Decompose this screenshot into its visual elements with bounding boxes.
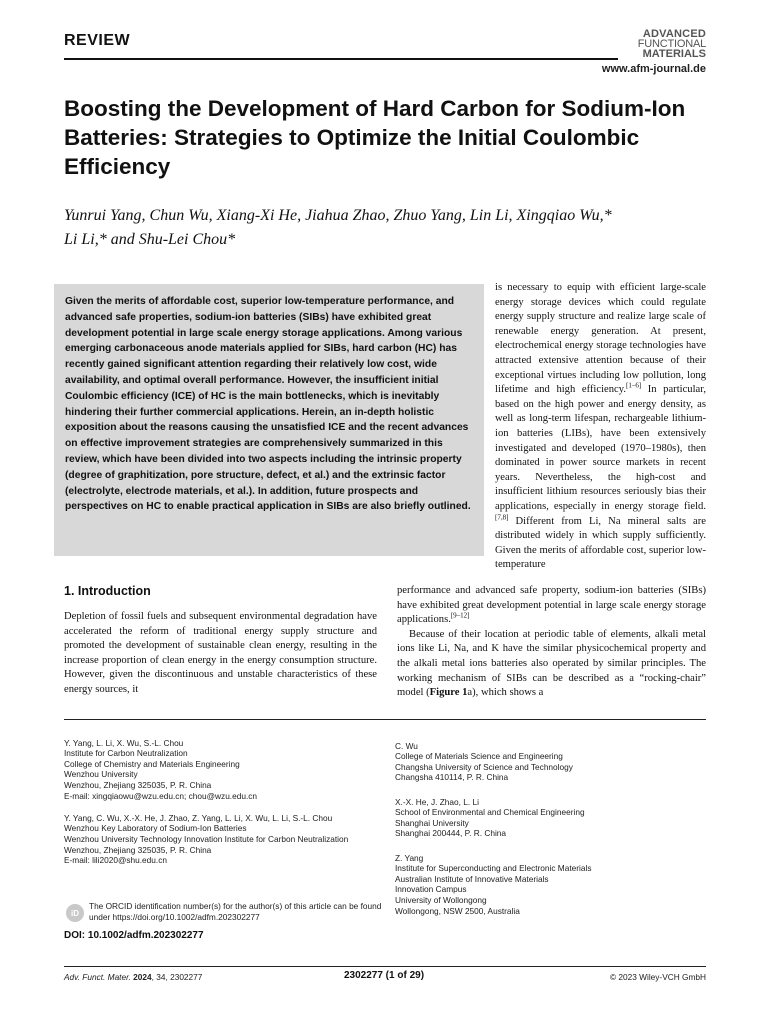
intro-text-segment: Different from Li, Na mineral salts are distributed widely in which supply sufficiently. Given the merits of affordable cost, superior low-temperature bbox=[495, 515, 706, 571]
section-label: REVIEW bbox=[64, 32, 131, 49]
abstract-box bbox=[54, 284, 484, 556]
author-line-2: Li Li,* and Shu-Lei Chou* bbox=[64, 231, 236, 248]
doi-link[interactable]: DOI: 10.1002/adfm.202302277 bbox=[64, 930, 204, 941]
section-heading-introduction: 1. Introduction bbox=[64, 584, 151, 598]
reference-citation[interactable]: [7,8] bbox=[495, 512, 509, 521]
author-line-1: Yunrui Yang, Chun Wu, Xiang-Xi He, Jiahua Zhao, Zhuo Yang, Lin Li, Xingqiao Wu,* bbox=[64, 207, 612, 224]
intro-text-segment: performance and advanced safe property, sodium-ion batteries (SIBs) have exhibited great development potential in large scale energy storage applications. bbox=[397, 585, 706, 626]
orcid-icon[interactable]: iD bbox=[66, 904, 84, 922]
intro-text-segment: In particular, based on the high power and energy density, as well as long-term lifespan, rechargeable lithium-ion batteries (LIBs), have been extensively investigated and developed (1970–1980s), then dominated in power source markets in recent years. Nevertheless, the high-cost and insufficient lithium resources seriously bias their applications, especially in energy storage field. bbox=[495, 384, 706, 512]
article-title: Boosting the Development of Hard Carbon for Sodium-Ion Batteries: Strategies to Optimize the Initial Coulombic Efficiency bbox=[64, 96, 686, 179]
footer-year: 2024 bbox=[133, 972, 152, 982]
intro-right-column-top bbox=[495, 281, 706, 573]
intro-left-column: Depletion of fossil fuels and subsequent environmental degradation have accelerated the reform of traditional energy supply structure and promoted the development of sustainable clean energy, resulting in the increase proportion of clean energy in the energy consumption structure. However, given the discontinuous and unstable characteristics of these energy sources, it bbox=[64, 611, 377, 695]
affiliations-right bbox=[395, 730, 705, 927]
intro-paragraph bbox=[397, 584, 706, 628]
footer-journal-abbrev: Adv. Funct. Mater. bbox=[64, 972, 131, 982]
intro-text-segment: a), which shows a bbox=[467, 687, 544, 699]
journal-logo-line3: MATERIALS bbox=[642, 48, 706, 60]
affiliations-left bbox=[64, 727, 384, 876]
affiliation-rule bbox=[64, 719, 706, 720]
footer-rule bbox=[64, 966, 706, 967]
affiliation-block: Z. Yang Institute for Superconducting and Electronic Materials Australian Institute of Innovative Materials Innovation Campus University of Wollongong Wollongong, NSW 2500, Australia bbox=[395, 852, 592, 916]
intro-text-segment: is necessary to equip with efficient large-scale energy storage devices which could regulate energy supply structure and realize large scale of renewable energy generation. At present, electrochemical energy storage technologies have attracted extensive attention because of their exceptional virtues including low pollution, long lifetime and high efficiency. bbox=[495, 282, 706, 396]
figure-reference[interactable]: Figure 1 bbox=[429, 687, 468, 699]
abstract-text: Given the merits of affordable cost, superior low-temperature performance, and advanced safe properties, sodium-ion batteries (SIBs) have exhibited great development potential in large scale energy storage applications. Among various emerging carbonaceous anode materials applied for SIBs, hard carbon (HC) has recently gained significant attention regarding their relatively low cost, wide availability, and optimal overall performance. However, the insufficient initial Coulombic efficiency (ICE) of HC is the main bottlenecks, which is inevitably hindering their further commercial applications. Herein, an in-depth holistic exposition about the reasons causing the unsatisfied ICE and the recent advances on effective improvement strategies are comprehensively summarized in this review, which have been divided into two aspects including the intrinsic property (degree of graphitization, pore structure, defect, et al.) and the extrinsic factor (electrolyte, electrode materials, et al.). In addition, future prospects and perspectives on HC to enable practical application in SIBs are also briefly outlined. bbox=[65, 296, 471, 513]
journal-logo bbox=[620, 29, 706, 59]
footer-citation bbox=[64, 972, 202, 982]
journal-url[interactable]: www.afm-journal.de bbox=[601, 63, 706, 75]
intro-text-segment: Because of their location at periodic table of elements, alkali metal ions like Li, Na, and K have the similar physicochemical property and the alkali metal ions batteries also operated by similar principles. The working mechanism of SIBs can be described as a “rocking-chair” model ( bbox=[397, 628, 706, 699]
affiliation-block: X.-X. He, J. Zhao, L. Li School of Environmental and Chemical Engineering Shanghai University Shanghai 200444, P. R. China bbox=[395, 796, 585, 839]
intro-right-column-bottom bbox=[397, 584, 706, 701]
intro-paragraph bbox=[397, 628, 706, 701]
footer-volume: , 34, 2302277 bbox=[151, 972, 203, 982]
footer-page-number: 2302277 (1 of 29) bbox=[343, 970, 425, 981]
header-rule bbox=[64, 58, 618, 60]
footer-copyright: © 2023 Wiley-VCH GmbH bbox=[609, 972, 706, 982]
affiliation-block: Y. Yang, L. Li, X. Wu, S.-L. Chou Institute for Carbon Neutralization College of Chemistry and Materials Engineering Wenzhou University Wenzhou, Zhejiang 325035, P. R. China E-mail: xingqiaowu@wzu.edu.cn; chou@wzu.edu.cn bbox=[64, 737, 258, 801]
author-list bbox=[64, 204, 704, 252]
reference-citation[interactable]: [1–6] bbox=[625, 381, 642, 390]
affiliation-block: C. Wu College of Materials Science and Engineering Changsha University of Science and Technology Changsha 410114, P. R. China bbox=[395, 740, 573, 783]
journal-logo-line1: ADVANCED bbox=[642, 28, 706, 40]
journal-logo-line2: FUNCTIONAL bbox=[637, 38, 706, 50]
orcid-note: The ORCID identification number(s) for the author(s) of this article can be found under https://doi.org/10.1002/adfm.202302277 bbox=[89, 901, 382, 922]
affiliation-block: Y. Yang, C. Wu, X.-X. He, J. Zhao, Z. Yang, L. Li, X. Wu, L. Li, S.-L. Chou Wenzhou Key Laboratory of Sodium-Ion Batteries Wenzhou University Technology Innovation Institute for Carbon Neutralization Wenzhou, Zhejiang 325035, P. R. China E-mail: lili2020@shu.edu.cn bbox=[64, 812, 349, 866]
reference-citation[interactable]: [9–12] bbox=[450, 611, 470, 620]
